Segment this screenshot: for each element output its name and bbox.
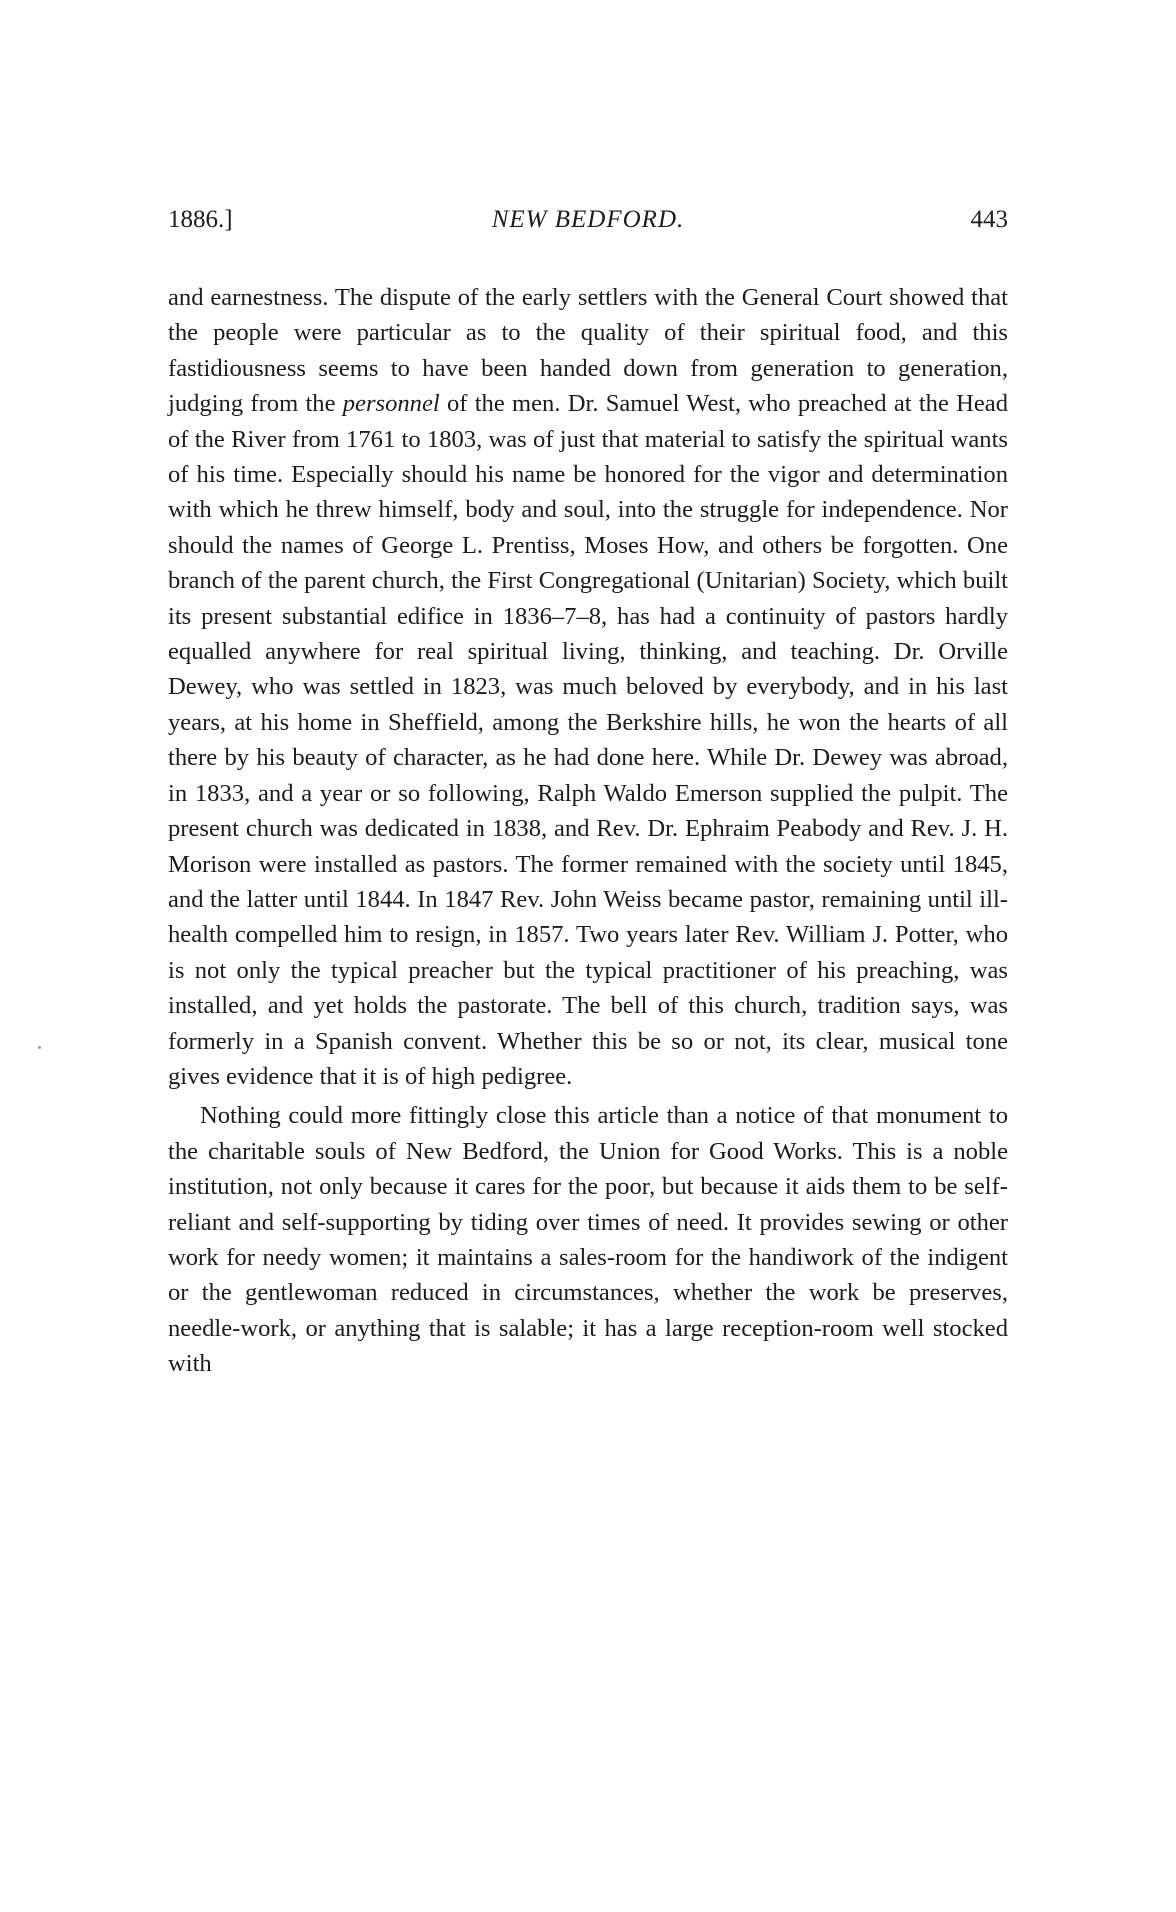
scan-speck bbox=[38, 1046, 41, 1049]
paragraph-1-text-start: and earnestness. The dispute of the early settlers with the General Court showed that the people were particular as to the quality of their spiritual food, and this fastidiousness seems to have been handed down from generation to generation, judging from the bbox=[168, 284, 1008, 418]
paragraph-union-for-good-works: Nothing could more fittingly close this article than a notice of that monument to the charitable souls of New Bedford, the Union for Good Works. This is a noble institution, not only because it cares for the poor, but because it aids them to be self-reliant and self-supporting by tiding over times of need. It provides sewing or other work for needy women; it maintains a sales-room for the handiwork of the indigent or the gentlewoman reduced in circumstances, whether the work be preserves, needle-work, or anything that is salable; it has a large reception-room well stocked with bbox=[168, 1102, 1008, 1378]
italic-word-personnel: personnel bbox=[342, 390, 440, 418]
header-year: 1886.] bbox=[168, 206, 233, 233]
body-text bbox=[168, 280, 1008, 1382]
running-header bbox=[168, 206, 1008, 242]
paragraph-history-of-church bbox=[168, 280, 1008, 1094]
page-number: 443 bbox=[970, 206, 1008, 233]
header-title: NEW BEDFORD. bbox=[491, 206, 685, 233]
paragraph-1-text-end: of the men. Dr. Samuel West, who preached at the Head of the River from 1761 to 1803, was of just that material to satisfy the spiritual wants of his time. Especially should his name be honored for the vigor and determination with which he threw himself, body and soul, into the struggle for independence. Nor should the names of George L. Prentiss, Moses How, and others be forgotten. One branch of the parent church, the First Congregational (Unitarian) Society, which built its present substantial edifice in 1836–7–8, has had a continuity of pastors hardly equalled anywhere for real spiritual living, thinking, and teaching. Dr. Orville Dewey, who was settled in 1823, was much beloved by everybody, and in his last years, at his home in Sheffield, among the Berkshire hills, he won the hearts of all there by his beauty of character, as he had done here. While Dr. Dewey was abroad, in 1833, and a year or so following, Ralph Waldo Emerson supplied the pulpit. The present church was dedicated in 1838, and Rev. Dr. Ephraim Peabody and Rev. J. H. Morison were installed as pastors. The former remained with the society until 1845, and the latter until 1844. In 1847 Rev. John Weiss became pastor, remaining until ill-health compelled him to resign, in 1857. Two years later Rev. William J. Potter, who is not only the typical preacher but the typical practitioner of his preaching, was installed, and yet holds the pastorate. The bell of this church, tradition says, was formerly in a Spanish convent. Whether this be so or not, its clear, musical tone gives evidence that it is of high pedigree. bbox=[168, 390, 1008, 1090]
